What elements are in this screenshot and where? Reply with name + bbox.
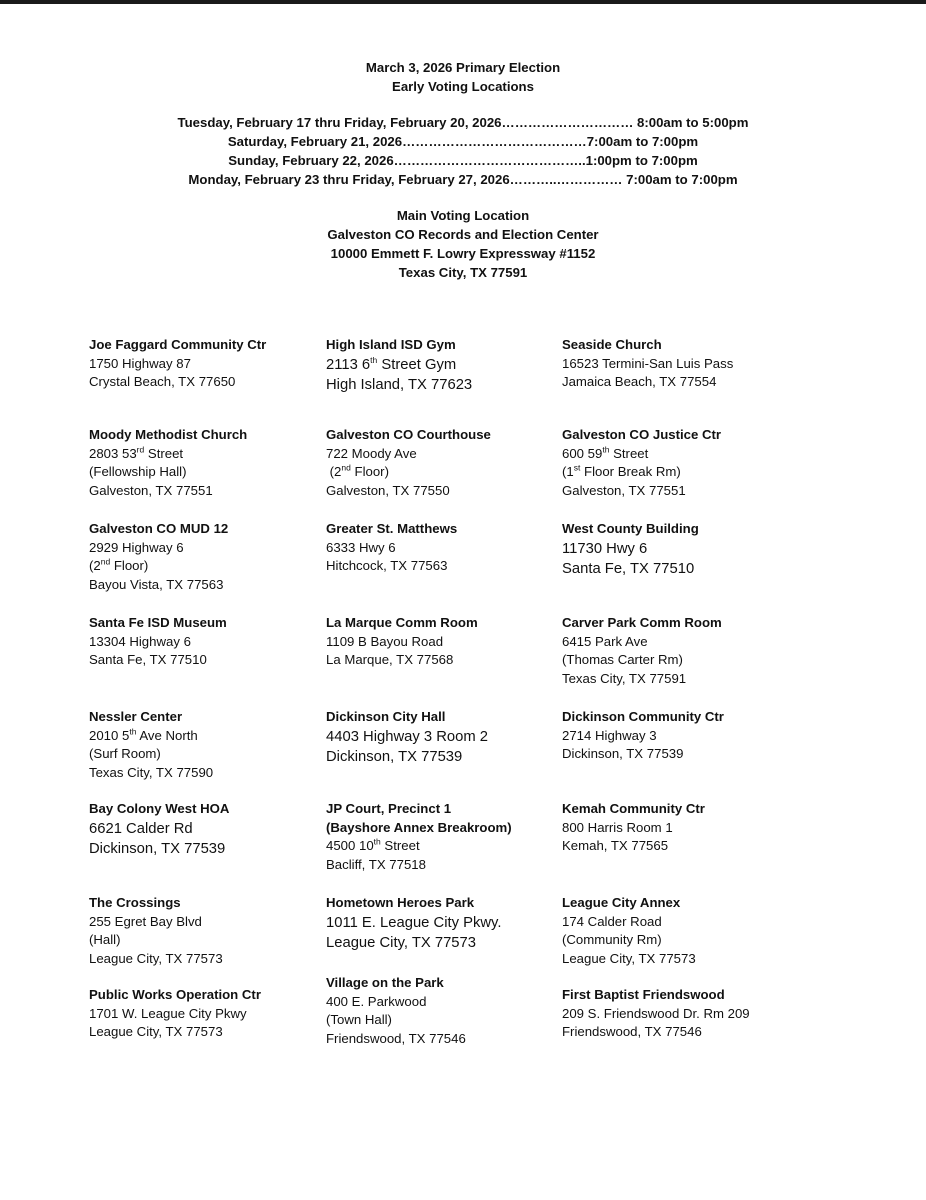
location-line: Dickinson, TX 77539 [562, 746, 684, 761]
location-name: Seaside Church [562, 337, 662, 352]
location-line: League City, TX 77573 [562, 950, 696, 966]
location-line: (Town Hall) [326, 1012, 392, 1027]
location-line: Texas City, TX 77590 [89, 764, 214, 780]
location-name: Joe Faggard Community Ctr [89, 337, 267, 352]
main-location-name: Galveston CO Records and Election Center [327, 227, 599, 242]
location-line: Hitchcock, TX 77563 [326, 558, 448, 573]
location-line: 1109 B Bayou Road [326, 633, 444, 649]
location-card [326, 708, 551, 767]
location-name: Greater St. Matthews [326, 521, 458, 536]
location-name: Carver Park Comm Room [562, 615, 722, 630]
location-card [89, 894, 314, 968]
location-line: 1701 W. League City Pkwy [89, 1005, 247, 1021]
location-line: League City, TX 77573 [89, 950, 223, 966]
location-line: 4500 10th Street [326, 836, 420, 853]
location-name: Galveston CO MUD 12 [89, 521, 229, 536]
location-card [562, 986, 787, 1042]
location-line: 13304 Highway 6 [89, 633, 191, 649]
location-name: Dickinson City Hall [326, 709, 446, 724]
location-line: 174 Calder Road [562, 913, 662, 929]
main-location-heading: Main Voting Location [396, 208, 530, 223]
location-line: Dickinson, TX 77539 [326, 748, 463, 765]
location-name: Galveston CO Justice Ctr [562, 427, 722, 442]
location-name: JP Court, Precinct 1 [326, 801, 452, 816]
location-line: (1st Floor Break Rm) [562, 462, 681, 479]
location-card [89, 426, 314, 500]
location-name: Kemah Community Ctr [562, 801, 705, 816]
location-line: 600 59th Street [562, 444, 649, 461]
location-line: (Fellowship Hall) [89, 464, 187, 479]
location-line: 800 Harris Room 1 [562, 819, 673, 835]
location-name: Galveston CO Courthouse [326, 427, 491, 442]
location-name: La Marque Comm Room [326, 615, 478, 630]
location-line: 11730 Hwy 6 [562, 540, 648, 557]
location-line: 2803 53rd Street [89, 444, 184, 461]
location-line: 400 E. Parkwood [326, 993, 427, 1009]
location-card [89, 520, 314, 594]
location-line: 4403 Highway 3 Room 2 [326, 728, 489, 745]
location-name: Bay Colony West HOA [89, 801, 230, 816]
location-card [326, 974, 551, 1048]
hours-line: Monday, February 23 thru Friday, February 27, 2026………..…………… 7:00am to 7:00pm [188, 172, 738, 187]
location-card [89, 708, 314, 782]
location-card [326, 426, 551, 500]
location-card [326, 800, 551, 874]
main-voting-location [0, 206, 926, 282]
location-line: 1011 E. League City Pkwy. [326, 914, 502, 931]
location-line: 2010 5th Ave North [89, 726, 198, 743]
location-card [89, 614, 314, 670]
document-title: March 3, 2026 Primary Election [365, 60, 561, 75]
location-line: Galveston, TX 77551 [562, 482, 686, 498]
location-name: Dickinson Community Ctr [562, 709, 724, 724]
location-line: 255 Egret Bay Blvd [89, 913, 202, 929]
location-card [326, 336, 551, 395]
location-card [326, 520, 551, 576]
location-line: (2nd Floor) [89, 556, 149, 573]
location-line: Santa Fe, TX 77510 [562, 560, 695, 577]
location-line: 6333 Hwy 6 [326, 539, 396, 555]
location-line: Texas City, TX 77591 [562, 670, 687, 686]
main-location-address: 10000 Emmett F. Lowry Expressway #1152 [330, 246, 596, 261]
location-name: West County Building [562, 521, 699, 536]
location-line: 2929 Highway 6 [89, 539, 184, 555]
location-card [562, 520, 787, 579]
location-card [562, 800, 787, 856]
location-line: Galveston, TX 77551 [89, 482, 213, 498]
location-name: The Crossings [89, 895, 181, 910]
location-line: (Surf Room) [89, 746, 161, 761]
location-line: 722 Moody Ave [326, 445, 417, 461]
location-line: (Bayshore Annex Breakroom) [326, 819, 512, 835]
location-line: Bayou Vista, TX 77563 [89, 576, 224, 592]
location-line: La Marque, TX 77568 [326, 652, 454, 667]
location-name: Nessler Center [89, 709, 183, 724]
location-card [89, 986, 314, 1042]
hours-line: Sunday, February 22, 2026……………………………………..1:00pm to 7:00pm [228, 153, 698, 168]
main-location-city: Texas City, TX 77591 [398, 265, 528, 280]
location-name: Village on the Park [326, 975, 444, 990]
location-line: League City, TX 77573 [89, 1024, 223, 1039]
location-card [562, 426, 787, 500]
location-line: (Thomas Carter Rm) [562, 652, 683, 667]
location-name: High Island ISD Gym [326, 337, 456, 352]
location-line: 16523 Termini-San Luis Pass [562, 355, 734, 371]
location-name: First Baptist Friendswood [562, 987, 725, 1002]
location-card [326, 894, 551, 953]
location-line: (Hall) [89, 932, 121, 947]
location-line: 2714 Highway 3 [562, 727, 657, 743]
document-subtitle: Early Voting Locations [392, 79, 534, 94]
location-name: League City Annex [562, 895, 681, 910]
location-name: Moody Methodist Church [89, 427, 248, 442]
location-line: Friendswood, TX 77546 [326, 1030, 466, 1046]
location-card [562, 614, 787, 688]
location-line: (Community Rm) [562, 932, 662, 947]
location-name: Santa Fe ISD Museum [89, 615, 227, 630]
location-name: Public Works Operation Ctr [89, 987, 261, 1002]
location-card [562, 336, 787, 392]
location-line: Dickinson, TX 77539 [89, 840, 226, 857]
location-line: Galveston, TX 77550 [326, 482, 450, 498]
hours-line: Saturday, February 21, 2026……………………………………7:00am to 7:00pm [227, 134, 699, 149]
location-card [89, 336, 314, 392]
location-line: 2113 6th Street Gym [326, 354, 457, 373]
location-line: (2nd Floor) [326, 462, 389, 479]
voting-hours [0, 113, 926, 189]
location-line: High Island, TX 77623 [326, 376, 473, 393]
location-line: Friendswood, TX 77546 [562, 1024, 702, 1039]
location-line: Kemah, TX 77565 [562, 838, 669, 853]
document-header [0, 58, 926, 96]
location-line: 6415 Park Ave [562, 633, 648, 649]
location-line: 1750 Highway 87 [89, 355, 191, 371]
location-line: Santa Fe, TX 77510 [89, 652, 207, 667]
location-line: League City, TX 77573 [326, 934, 476, 951]
location-name: Hometown Heroes Park [326, 895, 475, 910]
location-line: 209 S. Friendswood Dr. Rm 209 [562, 1005, 750, 1021]
location-line: Jamaica Beach, TX 77554 [562, 374, 717, 389]
location-card [562, 708, 787, 764]
location-line: 6621 Calder Rd [89, 820, 193, 837]
location-card [89, 800, 314, 859]
location-line: Crystal Beach, TX 77650 [89, 374, 236, 389]
hours-line: Tuesday, February 17 thru Friday, February 20, 2026………………………… 8:00am to 5:00pm [177, 115, 749, 130]
location-card [326, 614, 551, 670]
location-line: Bacliff, TX 77518 [326, 856, 426, 872]
location-card [562, 894, 787, 968]
